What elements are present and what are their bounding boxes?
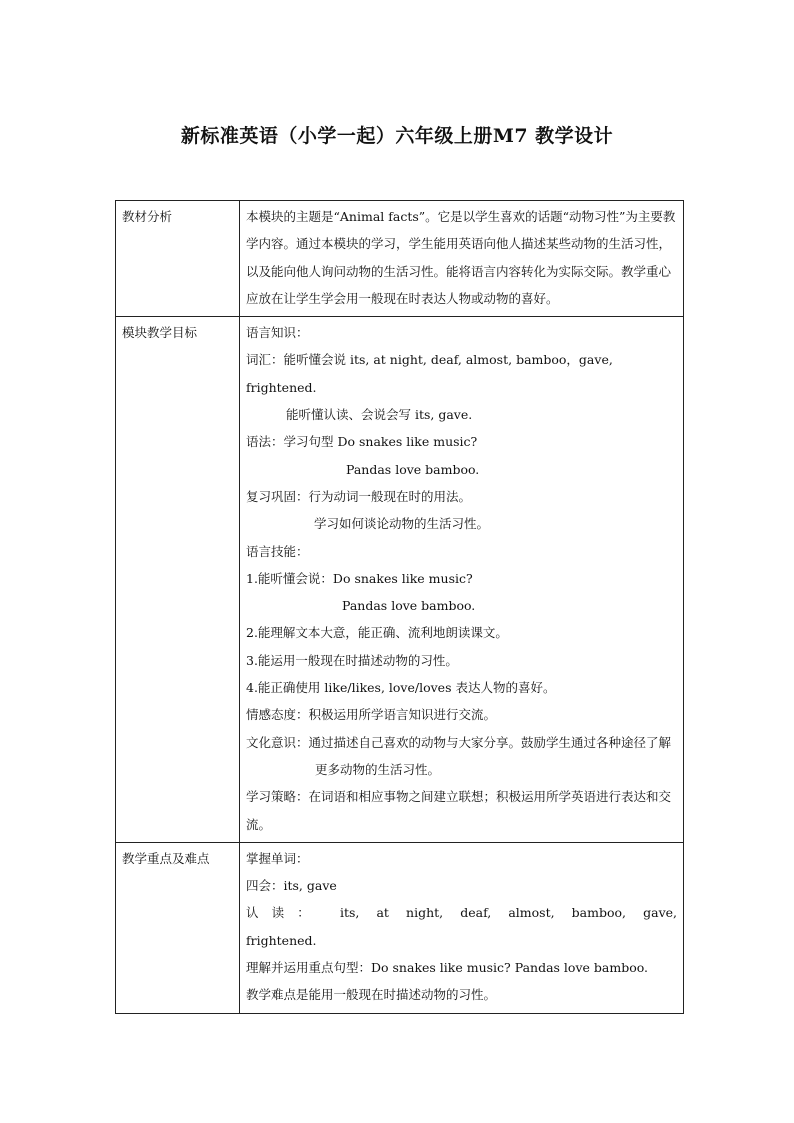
objectives-line: 词汇：能听懂会说 its, at night, deaf, almost, bamboo，gave, [246, 352, 613, 368]
table-row-keypoints [116, 842, 684, 1013]
row-content-analysis [240, 201, 684, 317]
row-content-keypoints [240, 842, 684, 1013]
objectives-line: 2.能理解文本大意，能正确、流利地朗读课文。 [246, 625, 508, 641]
objectives-line: 4.能正确使用 like/likes, love/loves 表达人物的喜好。 [246, 680, 556, 696]
objectives-line: 3.能运用一般现在时描述动物的习性。 [246, 652, 458, 668]
objectives-line: 能听懂认读、会说会写 its, gave. [286, 407, 473, 423]
keypoints-line: frightened. [246, 932, 317, 948]
objectives-line: 文化意识：通过描述自己喜欢的动物与大家分享。鼓励学生通过各种途径了解更多动物的生活习性。 [246, 734, 672, 777]
objectives-line: 语法：学习句型 Do snakes like music? [246, 434, 478, 450]
objectives-line: 1.能听懂会说：Do snakes like music? [246, 570, 473, 586]
row-label-analysis: 教材分析 [116, 201, 240, 317]
keypoints-line: 掌握单词： [246, 850, 309, 866]
table-row-objectives [116, 317, 684, 843]
keypoints-line: 理解并运用重点句型：Do snakes like music? Pandas love bamboo. [246, 960, 648, 976]
row-label-objectives: 模块教学目标 [116, 317, 240, 843]
objectives-line: 复习巩固：行为动词一般现在时的用法。 [246, 488, 472, 504]
analysis-text: 本模块的主题是“Animal facts”。它是以学生喜欢的话题“动物习性”为主要教学内容。通过本模块的学习，学生能用英语向他人描述某些动物的生活习性，以及能向他人询问动物的生活习性。能将语言内容转化为实际交际。教学重心应放在让学生学会用一般现在时表达人物或动物的喜好。 [246, 209, 676, 306]
objectives-line: 学习如何谈论动物的生活习性。 [314, 516, 490, 532]
table-row-analysis [116, 201, 684, 317]
objectives-line: 情感态度：积极运用所学语言知识进行交流。 [246, 707, 497, 723]
objectives-line: 学习策略：在词语和相应事物之间建立联想；积极运用所学英语进行表达和交流。 [246, 789, 672, 832]
row-label-keypoints: 教学重点及难点 [116, 842, 240, 1013]
row-content-objectives [240, 317, 684, 843]
objectives-line: Pandas love bamboo. [346, 461, 480, 477]
keypoints-line: 教学难点是能用一般现在时描述动物的习性。 [246, 987, 497, 1003]
keypoints-line: 四会：its, gave [246, 878, 337, 894]
objectives-line: 语言知识： [246, 325, 309, 341]
keypoints-line: 认读： its, at night, deaf, almost, bamboo, gave, [246, 905, 677, 921]
objectives-line: frightened. [246, 379, 317, 395]
page-title: 新标准英语（小学一起）六年级上册M7 教学设计 [180, 125, 614, 147]
lesson-plan-table [115, 200, 684, 1014]
objectives-line: Pandas love bamboo. [342, 598, 476, 614]
objectives-line: 语言技能： [246, 543, 309, 559]
